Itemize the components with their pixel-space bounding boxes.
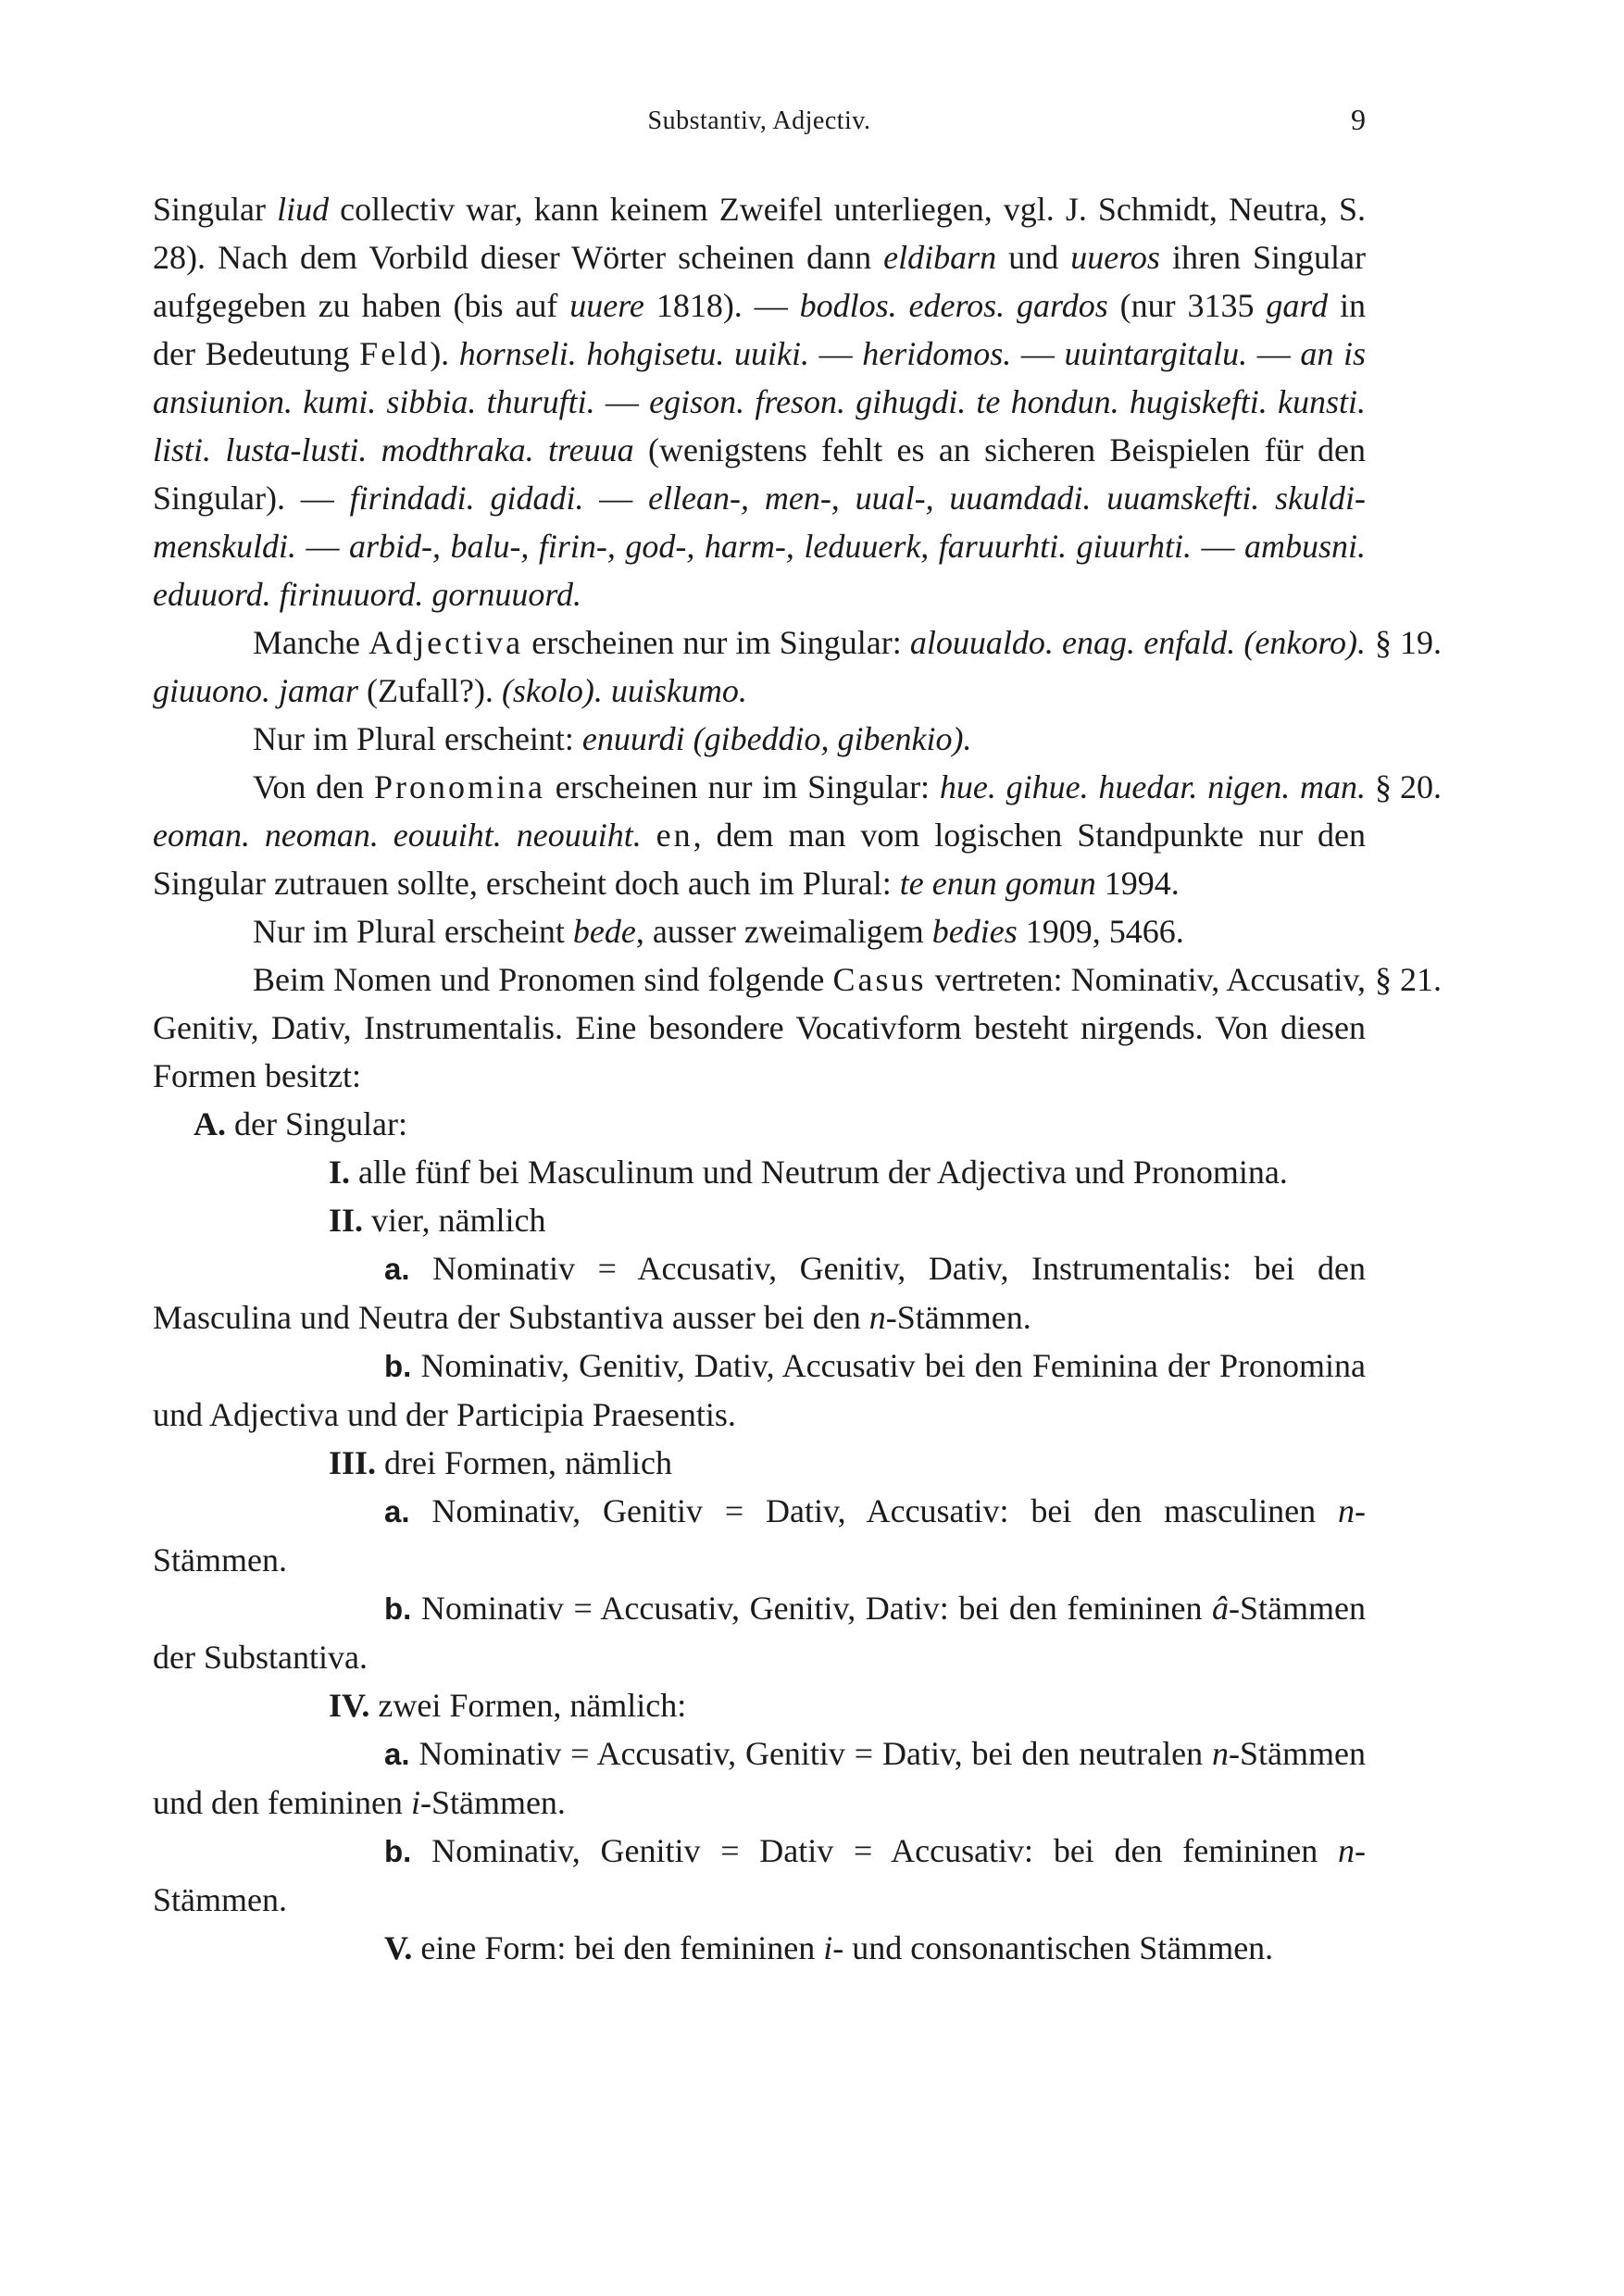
outline-item-IV-b <box>153 1827 1366 1924</box>
italic-run: (skolo). uuiskumo. <box>501 672 747 709</box>
spaced-run: Adjectiva <box>369 624 524 661</box>
italic-run: ellean-, men-, uual-, uuamdadi. uuamskefti. skuldi-menskuldi. <box>153 480 1366 565</box>
paragraph-plural-adjectiva <box>153 715 1366 763</box>
text-run: 1909, 5466. <box>1017 913 1184 950</box>
italic-run: uueros <box>1070 239 1160 276</box>
text-run: ). <box>430 335 459 372</box>
outline-item-III-a <box>153 1487 1366 1584</box>
italic-run: enuurdi (gibeddio, gibenkio). <box>581 720 972 757</box>
text-run: — <box>1192 528 1245 565</box>
outline-item-A <box>153 1100 1366 1148</box>
italic-run: eldibarn <box>883 239 997 276</box>
italic-run: n <box>1212 1735 1230 1772</box>
text-run <box>642 817 656 854</box>
italic-run: bodlos. ederos. gardos <box>799 287 1108 324</box>
outline-marker: b. <box>384 1591 412 1626</box>
paragraph-plural-only-list <box>153 185 1366 618</box>
outline-marker: a. <box>384 1252 410 1286</box>
text-run: (wenigstens fehlt es an sicheren Beispielen für den Singular). — <box>153 431 1366 517</box>
outline-text <box>153 1347 1366 1433</box>
outline-item-V <box>153 1924 1366 1972</box>
italic-run: i <box>410 1784 420 1821</box>
italic-run: heridomos. <box>862 335 1012 372</box>
italic-run: i <box>823 1929 833 1966</box>
outline-text: alle fünf bei Masculinum und Neutrum der Adjectiva und Pronomina. <box>358 1154 1288 1191</box>
text-run: Nominativ = Accusativ, Genitiv, Dativ, Instrumentalis: bei den Masculina und Neutra der Substantiva ausser bei den <box>153 1250 1366 1336</box>
text-run: — <box>1011 335 1065 372</box>
outline-marker: I. <box>329 1154 351 1191</box>
outline-marker: b. <box>384 1349 412 1383</box>
paragraph-plural-pronomina <box>153 907 1366 955</box>
outline-item-IV <box>153 1681 1366 1729</box>
italic-run: hue. gihue. huedar. nigen. man. eoman. neoman. eouuiht. neouuiht. <box>153 768 1366 854</box>
italic-run: bedies <box>931 913 1018 950</box>
section-number: § 20. <box>1375 768 1442 805</box>
text-run: (Zufall?). <box>358 672 502 709</box>
text-run: 1994. <box>1095 865 1180 902</box>
outline-marker: IV. <box>329 1687 370 1724</box>
italic-run: firindadi. gidadi. <box>349 480 584 517</box>
italic-run: egison. freson. gihugdi. te hondun. hugiskefti. kunsti. listi. lusta-lusti. modthraka. treuua <box>153 383 1367 468</box>
outline-text <box>153 1250 1366 1336</box>
outline-marker: A. <box>194 1105 226 1142</box>
text-run: erscheinen nur im Singular: <box>523 624 910 661</box>
outline-marker: II. <box>329 1202 364 1239</box>
italic-run: n <box>868 1299 886 1336</box>
outline-text: vier, nämlich <box>371 1202 546 1239</box>
text-run: Nominativ = Accusativ, Genitiv, Dativ: bei den femininen <box>420 1590 1213 1627</box>
outline-marker: b. <box>384 1834 412 1868</box>
text-run: -Stämmen. <box>153 1832 1367 1918</box>
text-run: , dem man vom logischen Standpunkte nur den Singular zutrauen sollte, erscheint doch auch im Plural: <box>153 817 1367 902</box>
text-run: — <box>594 383 650 420</box>
outline-marker: V. <box>384 1929 413 1966</box>
text-run: Nominativ = Accusativ, Genitiv = Dativ, bei den neutralen <box>418 1735 1213 1772</box>
italic-run: hornseli. hohgisetu. uuiki. <box>458 335 809 372</box>
section-21 <box>153 955 1442 1100</box>
text-run: -Stämmen. <box>885 1299 1031 1336</box>
outline-text <box>420 1929 1273 1966</box>
italic-run: te enun gomun <box>899 865 1096 902</box>
text-run: Nur im Plural erscheint <box>253 913 573 950</box>
text-run: -Stämmen. <box>153 1492 1366 1578</box>
outline-marker: a. <box>384 1494 410 1529</box>
outline-item-II <box>153 1196 1366 1244</box>
italic-run: alouualdo. enag. enfald. (enkoro). giuuono. jamar <box>153 624 1366 709</box>
outline-item-III-b <box>153 1584 1366 1681</box>
section-20 <box>153 763 1442 907</box>
page-number: 9 <box>1351 103 1366 136</box>
italic-run: gard <box>1266 287 1329 324</box>
text-run: in der Bedeutung <box>153 287 1366 372</box>
italic-run: arbid-, balu-, firin-, god-, harm-, leduuerk, faruurhti. giuurhti. <box>348 528 1193 565</box>
outline-item-II-a <box>153 1244 1366 1341</box>
text-run: Nur im Plural erscheint: <box>253 720 582 757</box>
spaced-run: Pronomina <box>373 768 545 805</box>
text-run: — <box>295 528 349 565</box>
italic-run: â <box>1212 1590 1230 1627</box>
text-run: - und consonantischen Stämmen. <box>832 1929 1274 1966</box>
outline-item-III <box>153 1439 1366 1487</box>
section-number: § 21. <box>1375 961 1442 998</box>
section-21-text <box>153 955 1366 1100</box>
outline-text <box>153 1492 1366 1578</box>
running-head: Substantiv, Adjectiv. <box>647 106 871 135</box>
text-run: (nur 3135 <box>1107 287 1267 324</box>
section-number: § 19. <box>1375 624 1442 661</box>
spaced-run: Feld <box>359 335 431 372</box>
outline-text: drei Formen, nämlich <box>384 1444 672 1481</box>
spaced-run: en <box>656 817 693 854</box>
italic-run: n <box>1338 1492 1355 1529</box>
italic-run: uuintargitalu. <box>1064 335 1248 372</box>
text-run: 1818). — <box>643 287 800 324</box>
text-run: Manche <box>253 624 369 661</box>
text-run: , ausser zweimaligem <box>635 913 932 950</box>
italic-run: uuere <box>569 287 644 324</box>
outline-text <box>153 1735 1366 1821</box>
text-run: Nominativ, Genitiv, Dativ, Accusativ bei den Feminina der Pronomina und Adjectiva und der Participia Praesentis. <box>153 1347 1367 1433</box>
page-body <box>153 185 1442 1972</box>
italic-run: an is ansiunion. kumi. sibbia. thurufti. <box>153 335 1367 420</box>
text-run: — <box>809 335 863 372</box>
italic-run: liud <box>277 191 330 228</box>
italic-run: n <box>1338 1832 1355 1869</box>
outline-text: zwei Formen, nämlich: <box>378 1687 687 1724</box>
text-run: vertreten: Nominativ, Accusativ, Genitiv, Dativ, Instrumentalis. Eine besondere Vocativform besteht nirgends. Von diesen Formen besitzt: <box>153 961 1367 1094</box>
outline-marker: a. <box>384 1737 410 1771</box>
text-run: — <box>1247 335 1301 372</box>
text-run: erscheinen nur im Singular: <box>544 768 940 805</box>
outline-marker: III. <box>329 1444 377 1481</box>
text-run: ihren Singular aufgegeben zu haben (bis auf <box>153 239 1366 324</box>
section-20-text <box>153 763 1366 907</box>
outline-text <box>153 1590 1366 1676</box>
text-run: und <box>996 239 1071 276</box>
outline-item-II-b <box>153 1341 1366 1439</box>
text-run: Von den <box>253 768 374 805</box>
page-header <box>153 103 1366 153</box>
outline-item-IV-a <box>153 1729 1366 1827</box>
outline-text: der Singular: <box>234 1105 407 1142</box>
section-19-text <box>153 618 1366 715</box>
spaced-run: Casus <box>832 961 927 998</box>
outline-text <box>153 1832 1366 1918</box>
text-run: — <box>583 480 649 517</box>
outline-item-I <box>153 1148 1366 1196</box>
text-run: -Stämmen und den femininen <box>153 1735 1366 1821</box>
text-run: eine Form: bei den femininen <box>420 1929 824 1966</box>
italic-run: ambusni. eduuord. firinuuord. gornuuord. <box>153 528 1367 613</box>
section-19 <box>153 618 1442 715</box>
text-run: Nominativ, Genitiv = Dativ, Accusativ: bei den masculinen <box>431 1492 1338 1529</box>
text-run: collectiv war, kann keinem Zweifel unterliegen, vgl. J. Schmidt, Neutra, S. 28). Nach dem Vorbild dieser Wörter scheinen dann <box>153 191 1366 276</box>
text-run: -Stämmen der Substantiva. <box>153 1590 1367 1676</box>
text-run: Nominativ, Genitiv = Dativ = Accusativ: bei den femininen <box>431 1832 1339 1869</box>
text-run: -Stämmen. <box>419 1784 566 1821</box>
text-run: Beim Nomen und Pronomen sind folgende <box>253 961 833 998</box>
text-run: Singular <box>153 191 278 228</box>
italic-run: bede <box>572 913 636 950</box>
